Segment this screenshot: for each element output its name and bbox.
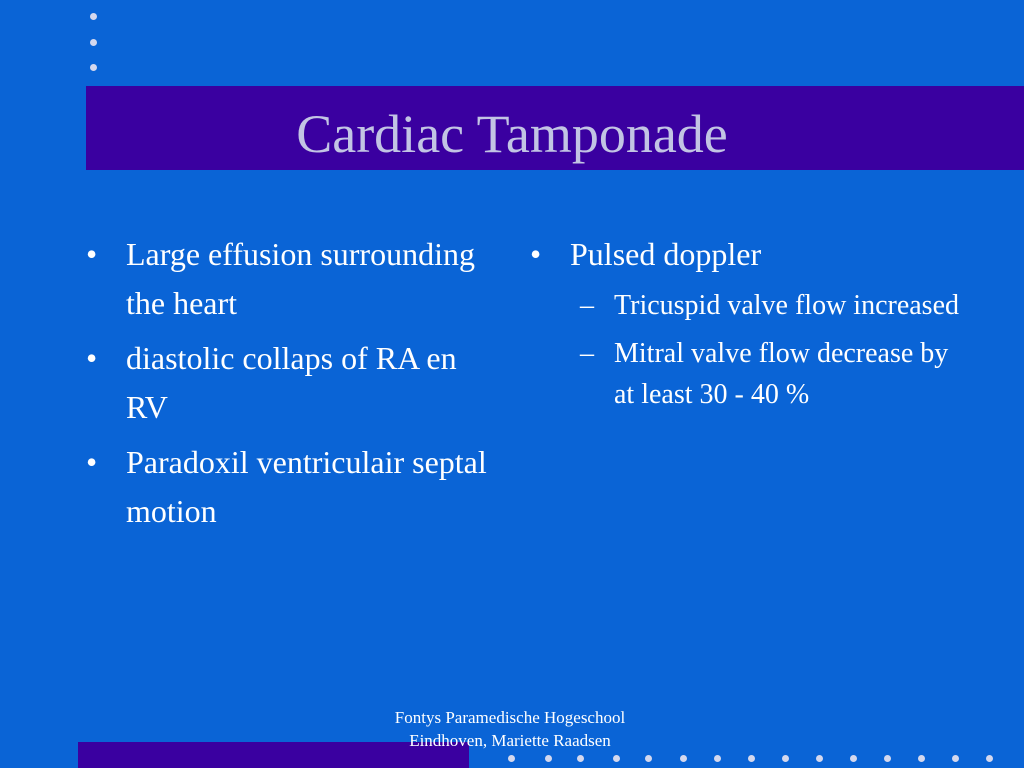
bullet-text: Paradoxil ventriculair septal motion bbox=[126, 444, 487, 529]
decorative-dot bbox=[748, 755, 755, 762]
decorative-dot bbox=[884, 755, 891, 762]
slide-title: Cardiac Tamponade bbox=[296, 104, 728, 164]
bullet-item bbox=[86, 334, 506, 432]
decorative-dot bbox=[613, 755, 620, 762]
decorative-dot bbox=[645, 755, 652, 762]
sub-bullet-item bbox=[530, 285, 970, 326]
decorative-dot bbox=[90, 64, 97, 71]
bullet-marker: • bbox=[86, 236, 98, 272]
bullet-marker: • bbox=[86, 444, 98, 480]
bullet-text: Large effusion surrounding the heart bbox=[126, 236, 475, 321]
footer bbox=[340, 706, 680, 752]
decorative-dot bbox=[714, 755, 721, 762]
bullet-text: Pulsed doppler bbox=[570, 236, 762, 272]
dash-marker: – bbox=[580, 338, 594, 369]
sub-bullet-text: Tricuspid valve flow increased bbox=[614, 290, 959, 321]
sub-bullet-text: Mitral valve flow decrease by at least 30 - 40 % bbox=[614, 338, 949, 410]
decorative-dot bbox=[680, 755, 687, 762]
decorative-dot bbox=[90, 13, 97, 20]
dash-marker: – bbox=[580, 290, 594, 321]
bullet-text: diastolic collaps of RA en RV bbox=[126, 340, 457, 425]
decorative-dot bbox=[952, 755, 959, 762]
bullet-item bbox=[86, 438, 506, 536]
decorative-dot bbox=[986, 755, 993, 762]
bullet-item bbox=[86, 230, 506, 328]
footer-line-author: Eindhoven, Mariette Raadsen bbox=[409, 731, 611, 750]
decorative-dot bbox=[545, 755, 552, 762]
decorative-dot bbox=[508, 755, 515, 762]
decorative-dot bbox=[782, 755, 789, 762]
bullet-marker: • bbox=[86, 340, 98, 376]
bullet-item bbox=[530, 230, 970, 279]
decorative-dot bbox=[90, 39, 97, 46]
bullet-marker: • bbox=[530, 236, 542, 272]
footer-line-institution: Fontys Paramedische Hogeschool bbox=[394, 708, 626, 727]
left-column bbox=[86, 230, 506, 542]
decorative-dot bbox=[816, 755, 823, 762]
sub-bullet-item bbox=[530, 333, 970, 415]
decorative-dot bbox=[918, 755, 925, 762]
decorative-dot bbox=[577, 755, 584, 762]
right-column bbox=[530, 230, 970, 422]
decorative-dot bbox=[850, 755, 857, 762]
